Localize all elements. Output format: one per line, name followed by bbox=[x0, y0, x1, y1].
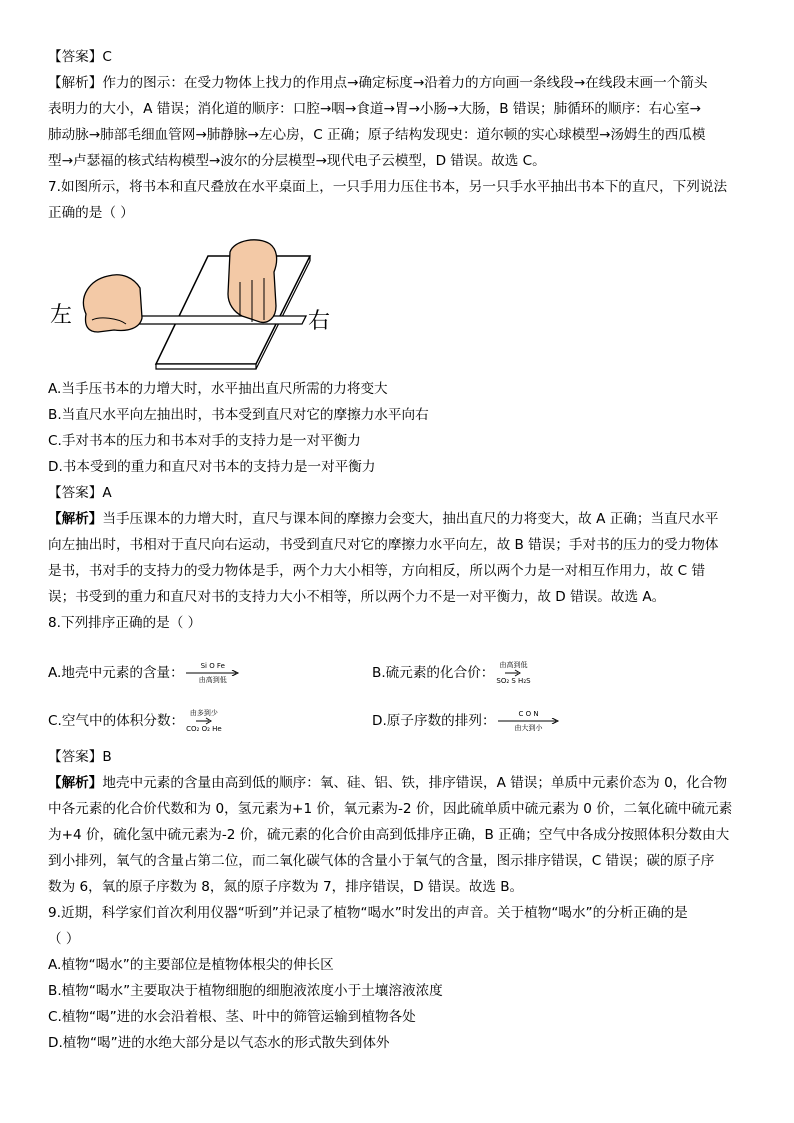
analysis-tag: 【解析】 bbox=[48, 511, 103, 527]
right-arrow-icon bbox=[505, 669, 521, 677]
left-hand-icon bbox=[83, 275, 142, 332]
q8-answer: 【答案】B bbox=[48, 749, 112, 765]
q8-q9-section bbox=[48, 744, 750, 1056]
arrow-notation: Si O Fe 由高到低 bbox=[186, 662, 240, 684]
figure-left-label: 左 bbox=[50, 303, 73, 328]
arrow-notation: 由多到少 CO₂ O₂ He bbox=[186, 709, 222, 733]
q9-option-c: C.植物“喝”进的水会沿着根、茎、叶中的筛管运输到植物各处 bbox=[48, 1009, 416, 1025]
q7-analysis-line-4: 误；书受到的重力和直尺对书的支持力大小不相等，所以两个力不是一对平衡力，故 D 错误。故选 A。 bbox=[48, 589, 666, 605]
q6-analysis-line-2: 表明力的大小，A 错误；消化道的顺序：口腔→咽→食道→胃→小肠→大肠，B 错误；肺循环的顺序：右心室→ bbox=[48, 101, 701, 117]
q7-stem-line-1: 7.如图所示，将书本和直尺叠放在水平桌面上，一只手用力压住书本，另一只手水平抽出书本下的直尺，下列说法 bbox=[48, 179, 728, 195]
q6-analysis-line-1: 【解析】作力的图示：在受力物体上找力的作用点→确定标度→沿着力的方向画一条线段→在线段末画一个箭头 bbox=[48, 75, 708, 91]
q9-option-b: B.植物“喝水”主要取决于植物细胞的细胞液浓度小于土壤溶液浓度 bbox=[48, 983, 443, 999]
q6-answer: 【答案】C bbox=[48, 49, 112, 65]
arrow-notation: C O N 由大到小 bbox=[498, 710, 560, 732]
right-arrow-icon bbox=[196, 717, 212, 725]
q6-analysis-line-4: 型→卢瑟福的核式结构模型→波尔的分层模型→现代电子云模型，D 错误。故选 C。 bbox=[48, 153, 546, 169]
q7-analysis-line-3: 是书，书对手的支持力的受力物体是手，两个力大小相等，方向相反，所以两个力是一对相互作用力，故 C 错 bbox=[48, 563, 706, 579]
q9-option-a: A.植物“喝水”的主要部位是植物体根尖的伸长区 bbox=[48, 957, 334, 973]
q7-section bbox=[48, 376, 750, 636]
q8-option-a: A.地壳中元素的含量： Si O Fe 由高到低 bbox=[48, 658, 240, 688]
q8-analysis-line-3: 为+4 价，硫化氢中硫元素为-2 价，硫元素的化合价由高到低排序正确，B 正确；空气中各成分按照体积分数由大 bbox=[48, 827, 730, 843]
q6-section bbox=[48, 44, 750, 226]
q7-option-d: D.书本受到的重力和直尺对书本的支持力是一对平衡力 bbox=[48, 459, 376, 475]
q8-analysis-line-1: 【解析】地壳中元素的含量由高到低的顺序：氧、硅、铝、铁，排序错误，A 错误；单质中元素价态为 0，化合物 bbox=[48, 775, 728, 791]
q8-analysis-line-4: 到小排列，氧气的含量占第二位，而二氧化碳气体的含量小于氧气的含量，图示排序错误，C 错误；碳的原子序 bbox=[48, 853, 715, 869]
q7-option-a: A.当手压书本的力增大时，水平抽出直尺所需的力将变大 bbox=[48, 381, 388, 397]
q8-option-d: D.原子序数的排列： C O N 由大到小 bbox=[372, 706, 560, 736]
q8-option-b: B.硫元素的化合价： 由高到低 SO₂ S H₂S bbox=[372, 661, 531, 685]
q7-analysis-line-2: 向左抽出时，书相对于直尺向右运动，书受到直尺对它的摩擦力水平向左，故 B 错误；手对书的压力的受力物体 bbox=[48, 537, 719, 553]
q8-analysis-line-2: 中各元素的化合价代数和为 0，氢元素为+1 价，氧元素为-2 价，因此硫单质中硫元素为 0 价，二氧化硫中硫元素 bbox=[48, 801, 733, 817]
q7-analysis-line-1: 【解析】当手压课本的力增大时，直尺与课本间的摩擦力会变大，抽出直尺的力将变大，故 A 正确；当直尺水平 bbox=[48, 511, 719, 527]
book-ruler-figure bbox=[48, 236, 348, 376]
q7-stem-line-2: 正确的是（ ） bbox=[48, 205, 134, 221]
q6-analysis-line-3: 肺动脉→肺部毛细血管网→肺静脉→左心房，C 正确；原子结构发现史：道尔顿的实心球模型→汤姆生的西瓜模 bbox=[48, 127, 706, 143]
q9-stem-line-1: 9.近期，科学家们首次利用仪器“听到”并记录了植物“喝水”时发出的声音。关于植物“喝水”的分析正确的是 bbox=[48, 905, 688, 921]
q7-option-b: B.当直尺水平向左抽出时，书本受到直尺对它的摩擦力水平向右 bbox=[48, 407, 429, 423]
q7-option-c: C.手对书本的压力和书本对手的支持力是一对平衡力 bbox=[48, 433, 361, 449]
q7-answer: 【答案】A bbox=[48, 485, 112, 501]
analysis-tag: 【解析】 bbox=[48, 775, 103, 791]
q8-analysis-line-5: 数为 6，氧的原子序数为 8，氮的原子序数为 7，排序错误，D 错误。故选 B。 bbox=[48, 879, 524, 895]
figure-right-label: 右 bbox=[308, 309, 331, 334]
analysis-tag: 【解析】 bbox=[48, 75, 103, 91]
q9-stem-line-2: （ ） bbox=[48, 931, 80, 947]
arrow-notation: 由高到低 SO₂ S H₂S bbox=[496, 661, 531, 685]
q8-stem: 8.下列排序正确的是（ ） bbox=[48, 615, 202, 631]
q8-option-c: C.空气中的体积分数： 由多到少 CO₂ O₂ He bbox=[48, 709, 222, 733]
q9-option-d: D.植物“喝”进的水绝大部分是以气态水的形式散失到体外 bbox=[48, 1035, 390, 1051]
